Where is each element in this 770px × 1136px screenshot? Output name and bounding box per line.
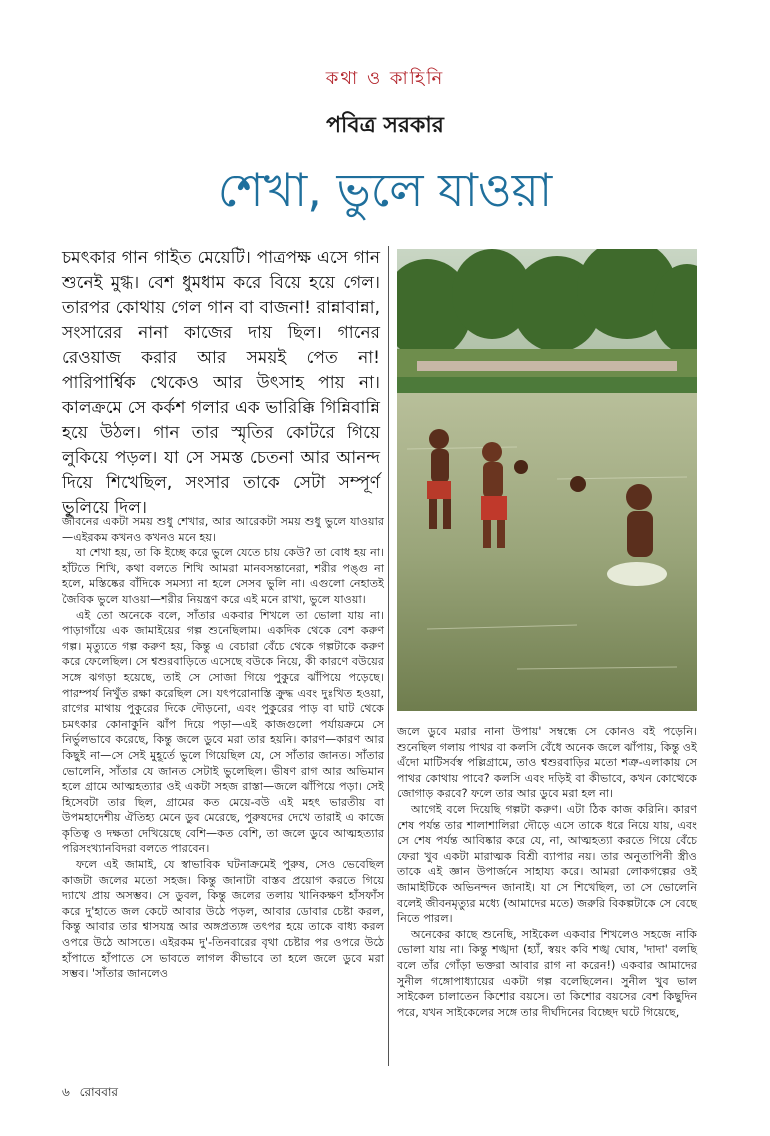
page-footer bbox=[62, 1084, 124, 1104]
body-paragraph: এই তো অনেকে বলে, সাঁতার একবার শিখলে তা ভোলা যায় না। পাড়াগাঁয়ে এক জামাইয়ের গল্প শুনেছিলাম। একদিক থেকে বেশ করুণ গল্প। মৃত্যুতে গল্প করুণ হয়, কিন্তু এ বেচারা বেঁচে থেকে গল্পটাকে করুণ করে ফেলেছিল। সে শ্বশুরবাড়িতে এসেছে বউকে নিয়ে, কী কারণে বউয়ের সঙ্গে ঝগড়া হয়েছে, তাই সে সোজা গিয়ে পুকুরে ঝাঁপিয়ে পড়েছে। পারম্পর্য নিখুঁত রক্ষা করেছিল সে। যৎপরোনাস্তি ক্রুদ্ধ এবং দুঃখিত হওয়া, রাগের মাথায় পুকুরের দিকে দৌড়নো, এবং পুকুরের পাড় বা ঘাট থেকে চমৎকার কোনাকুনি ঝাঁপ দিয়ে পড়া—এই কাজগুলো পর্যায়ক্রমে সে নির্ভুলভাবে করেছে, কিন্তু জলে ডুবে মরা তার হয়নি। কারণ—কারণ আর কিছুই না—সে সেই মুহূর্তে ভুলে গিয়েছিল যে, সে সাঁতার জানত। সাঁতার ভোলেনি, সাঁতার যে জানত সেটাই ভুলেছিল। ভীষণ রাগ আর অভিমান হলে গ্রামে আত্মহত্যার ওই একটা সহজ রাস্তা—জলে ঝাঁপিয়ে পড়া। সেই হিসেবটা তার ছিল, গ্রামের কত মেয়ে-বউ এই মহৎ ভারতীয় বা উপমহাদেশীয় ঐতিহ্য মেনে ডুব মেরেছে, পুরুষদের দেখে তারাই এ কাজে কৃতিত্ব ও দক্ষতা দেখিয়েছে বেশি—কত বেশি, তা জলে ডুবে আত্মহত্যার পরিসংখ্যানবিদরা বলতে পারবেন। bbox=[62, 608, 384, 856]
body-paragraph: অনেকের কাছে শুনেছি, সাইকেল একবার শিখলেও সহজে নাকি ভোলা যায় না। কিন্তু শঙ্খদা (হ্যাঁ, স্বয়ং কবি শঙ্খ ঘোষ, 'দাদা' বলছি বলে তাঁর গোঁড়া ভক্তরা আবার রাগ না করেন!) একবার আমাদের সুনীল গঙ্গোপাধ্যায়ের একটা গল্প বলেছিলেন। সুনীল খুব ভাল সাইকেল চালাতেন কিশোর বয়সে। তা কিশোর বয়সের বেশ কিছুদিন পরে, যখন সাইকেলের সঙ্গে তার দীর্ঘদিনের বিচ্ছেদ ঘটে গিয়েছে, bbox=[397, 927, 697, 1019]
intro-text: চমৎকার গান গাইত মেয়েটি। পাত্রপক্ষ এসে গান শুনেই মুগ্ধ। বেশ ধুমধাম করে বিয়ে হয়ে গেল। তারপর কোথায় গেল গান বা বাজনা! রান্নাবান্না, সংসারের নানা কাজের দায় ছিল। গানের রেওয়াজ করার আর সময়ই পেত না! পারিপার্শ্বিক থেকেও আর উৎসাহ পায় না। কালক্রমে সে কর্কশ গলার এক ভারিক্কি গিন্নিবান্নি হয়ে উঠল। গান তার স্মৃতির কোটরে গিয়ে লুকিয়ে পড়ল। যা সে সমস্ত চেতনা আর আনন্দ দিয়ে শিখেছিল, সংসার তাকে সেটা সম্পূর্ণ ভুলিয়ে দিল। bbox=[62, 248, 380, 518]
article-title: শেখা, ভুলে যাওয়া bbox=[217, 163, 553, 217]
body-column-left bbox=[62, 514, 384, 982]
article-photo bbox=[397, 249, 697, 711]
body-paragraph: আগেই বলে দিয়েছি গল্পটা করুণ। এটা ঠিক কাজ করিনি। কারণ শেষ পর্যন্ত তার শালাশালিরা দৌড়ে এসে তাকে ধরে নিয়ে যায়, এবং সে শেষ পর্যন্ত আবিষ্কার করে যে, না, আত্মহত্যা করতে গিয়ে বেঁচে ফেরা খুব একটা মারাত্মক বিশ্রী ব্যাপার নয়। তার অনুতাপিনী স্ত্রীও তাকে এই জ্ঞান উপার্জনে সাহায্য করে। আমরা লোকগল্পের ওই জামাইটিকে অভিনন্দন জানাই। যা সে শিখেছিল, তা সে ভোলেনি বলেই জীবনমৃত্যুর মধ্যে (আমাদের মতে) জরুরি বিকল্পটাকে সে বেছে নিতে পারল। bbox=[397, 802, 697, 926]
boys-swimming-photo bbox=[397, 249, 697, 711]
column-divider bbox=[388, 246, 389, 1066]
page-number: ৬ bbox=[62, 1085, 70, 1099]
intro-paragraph bbox=[62, 246, 380, 521]
body-paragraph: জীবনের একটা সময় শুধু শেখার, আর আরেকটা সময় শুধু ভুলে যাওয়ার—এইরকম কখনও কখনও মনে হয়। bbox=[62, 515, 384, 544]
body-paragraph: ফলে এই জামাই, যে স্বাভাবিক ঘটনাক্রমেই পুরুষ, সেও ভেবেছিল কাজটা জলের মতো সহজ। কিন্তু জানাটা বাস্তব প্রয়োগ করতে গিয়ে দ্যাখে প্রায় অসম্ভব। সে ডুবল, কিন্তু জলের তলায় খানিকক্ষণ হাঁসফাঁস করে দু'হাতে জল কেটে আবার উঠে পড়ল, আবার ডোবার চেষ্টা করল, কিন্তু আবার তার শ্বাসযন্ত্র আর অঙ্গপ্রত্যঙ্গ তৎপর হয়ে তাকে বাধ্য করল ওপরে উঠে আসতে। এইরকম দু'-তিনবারের বৃথা চেষ্টার পর ওপরে উঠে হাঁপাতে হাঁপাতে সে ভাবতে লাগল কীভাবে তা হলে জলে ডুবে মরা সম্ভব। 'সাঁতার জানলেও bbox=[62, 858, 384, 981]
body-paragraph: যা শেখা হয়, তা কি ইচ্ছে করে ভুলে যেতে চায় কেউ? তা বোধ হয় না। হাঁটতে শিখি, কথা বলতে শিখি আমরা মানবসন্তানেরা, শরীর পঙ্গু না হলে, মস্তিষ্কের বাঁদিকে সমস্যা না হলে সেসব ভুলি না। এগুলো নেহাতই জৈবিক ভুলে যাওয়া—শরীর নিয়ন্ত্রণ করে এই মনে রাখা, ভুলে যাওয়া। bbox=[62, 546, 384, 606]
body-column-right bbox=[397, 724, 697, 1020]
body-paragraph: জলে ডুবে মরার নানা উপায়' সম্বন্ধে সে কোনও বই পড়েনি। শুনেছিল গলায় পাথর বা কলসি বেঁধে অনেক জলে ঝাঁপায়, কিন্তু ওই এঁদো মাটিসর্বস্ব পল্লিগ্রামে, তাও শ্বশুরবাড়ির মতো শত্রু-এলাকায় সে পাথর কোথায় পাবে? কলসি এবং দড়িই বা কীভাবে, কখন কোত্থেকে জোগাড় করবে? ফলে তার আর ডুবে মরা হল না। bbox=[397, 725, 697, 801]
author-byline: পবিত্র সরকার bbox=[326, 113, 444, 138]
boy-swimming-2 bbox=[570, 476, 586, 492]
boy-swimming-1 bbox=[514, 460, 528, 474]
magazine-name: রোববার bbox=[79, 1085, 119, 1099]
section-label: কথা ও কাহিনি bbox=[325, 68, 445, 89]
